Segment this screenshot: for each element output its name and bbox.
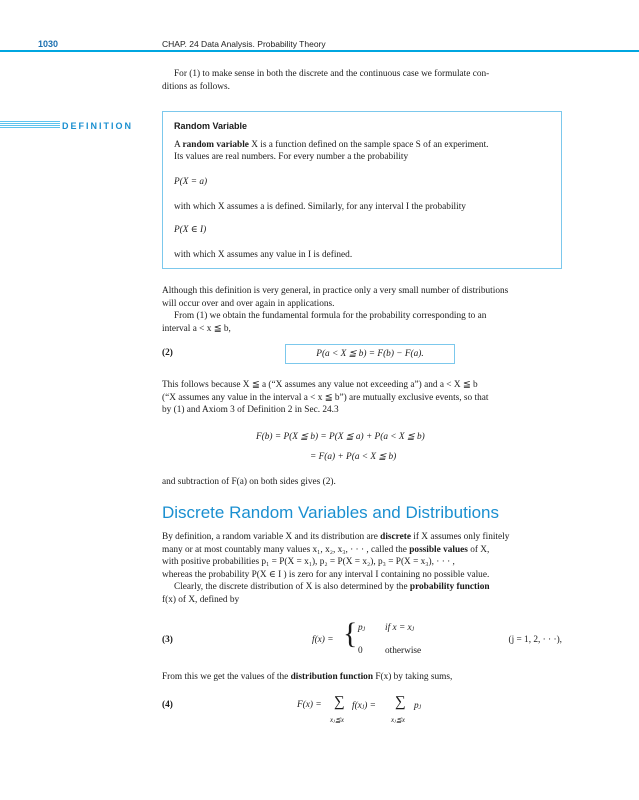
equation-3-range: (j = 1, 2, · · ·),: [508, 635, 562, 645]
equation-4-number: (4): [162, 700, 173, 710]
definition-line-2: Its values are real numbers. For every number a the probability: [174, 152, 409, 162]
para1-line-1: Although this definition is very general, in practice only a very small number of distributions: [162, 286, 509, 296]
para4-line5-bold: probability function: [409, 582, 490, 592]
intro-paragraph: [162, 68, 562, 93]
para4-line-2: [162, 544, 562, 557]
para4-line-1: [162, 531, 562, 544]
para1-line-3: From (1) we obtain the fundamental formula for the probability corresponding to an: [174, 311, 487, 321]
para5-bold: distribution function: [290, 672, 373, 682]
para5-post: F(x) by taking sums,: [373, 672, 453, 682]
para1-line-4: interval a < x ≦ b,: [162, 323, 231, 334]
equation-3-brace: {: [343, 617, 358, 650]
para2-line-1: This follows because X ≦ a (“X assumes any value not exceeding a”) and a < X ≦ b: [162, 380, 478, 390]
equation-3-case1-cond: if x = xⱼ: [385, 623, 415, 633]
paragraph-4: [162, 531, 562, 606]
equation-4-sum1: f(xⱼ) =: [352, 701, 376, 711]
definition-label: DEFINITION: [62, 121, 133, 131]
derivation-line-1: F(b) = P(X ≦ b) = P(X ≦ a) + P(a < X ≦ b): [256, 432, 425, 442]
para4-line2-bold: possible values: [409, 544, 468, 555]
para4-line-6: f(x) of X, defined by: [162, 594, 240, 605]
running-head: CHAP. 24 Data Analysis. Probability Theory: [162, 39, 326, 49]
def-line1-bold: random variable: [182, 140, 249, 150]
para1-line-2: will occur over and over again in applications.: [162, 298, 335, 309]
para4-line1-pre: By definition, a random variable X and its distribution are: [162, 532, 381, 542]
para4-line-5: [162, 581, 562, 594]
equation-2-number: (2): [162, 348, 173, 358]
para4-line-3: with positive probabilities p₁ = P(X = x₁), p₂ = P(X = x₂), p₃ = P(X = x₃), · · · ,: [162, 557, 455, 567]
para4-line5-pre: Clearly, the discrete distribution of X is also determined by the: [174, 582, 410, 592]
equation-3-case2-value: 0: [358, 646, 363, 656]
equation-4-sum-sign-2: ∑: [395, 694, 406, 710]
equation-4-lhs: F(x) =: [297, 700, 322, 710]
intro-line-1: For (1) to make sense in both the discrete and the continuous case we formulate con-: [174, 69, 490, 79]
paragraph-2: [162, 379, 562, 417]
definition-marker-lines: [0, 121, 60, 130]
para2-line-3: by (1) and Axiom 3 of Definition 2 in Sec. 24.3: [162, 405, 339, 415]
intro-line-2: ditions as follows.: [162, 81, 230, 92]
para4-line1-bold: discrete: [380, 532, 411, 542]
paragraph-5: [162, 671, 562, 684]
paragraph-3: and subtraction of F(a) on both sides gives (2).: [162, 477, 336, 487]
para4-line-4: whereas the probability P(X ∈ I ) is zero for any interval I containing no possible value.: [162, 569, 490, 580]
definition-line-4: with which X assumes any value in I is defined.: [174, 250, 353, 260]
definition-line-1: [174, 139, 550, 152]
definition-formula-2: P(X ∈ I): [174, 225, 207, 235]
derivation-line-2: = F(a) + P(a < X ≦ b): [310, 452, 397, 462]
def-line1-pre: A: [174, 140, 183, 150]
equation-3-case1-value: pⱼ: [358, 623, 366, 633]
para2-line-2: (“X assumes any value in the interval a < x ≦ b”) are mutually exclusive events, so that: [162, 392, 489, 403]
equation-2-formula: P(a < X ≦ b) = F(b) − F(a).: [316, 349, 424, 359]
paragraph-1: [162, 285, 562, 335]
equation-4-sum-index-2: xⱼ≦x: [391, 716, 405, 724]
definition-formula-1: P(X = a): [174, 177, 208, 187]
para4-line2-post: of X,: [467, 544, 490, 555]
para5-pre: From this we get the values of the: [162, 672, 291, 682]
definition-title: Random Variable: [174, 121, 248, 131]
equation-3-case2-cond: otherwise: [385, 646, 422, 656]
def-line1-post: X is a function defined on the sample space S of an experiment.: [248, 140, 489, 150]
equation-4-sum-index-1: xⱼ≦x: [330, 716, 344, 724]
definition-line-3: with which X assumes a is defined. Similarly, for any interval I the probability: [174, 202, 466, 212]
definition-box: [162, 111, 562, 269]
para4-line2-pre: many or at most countably many values x₁, x₂, x₃, · · · , called the: [162, 544, 410, 555]
equation-4-sum-sign-1: ∑: [334, 694, 345, 710]
section-title: Discrete Random Variables and Distributions: [162, 503, 500, 522]
para4-line1-post: if X assumes only finitely: [410, 532, 510, 542]
equation-4-sum2: pⱼ: [414, 701, 422, 711]
header-rule: [0, 50, 639, 52]
equation-3-number: (3): [162, 635, 173, 645]
equation-3-lhs: f(x) =: [312, 635, 334, 645]
page-number: 1030: [38, 39, 59, 49]
